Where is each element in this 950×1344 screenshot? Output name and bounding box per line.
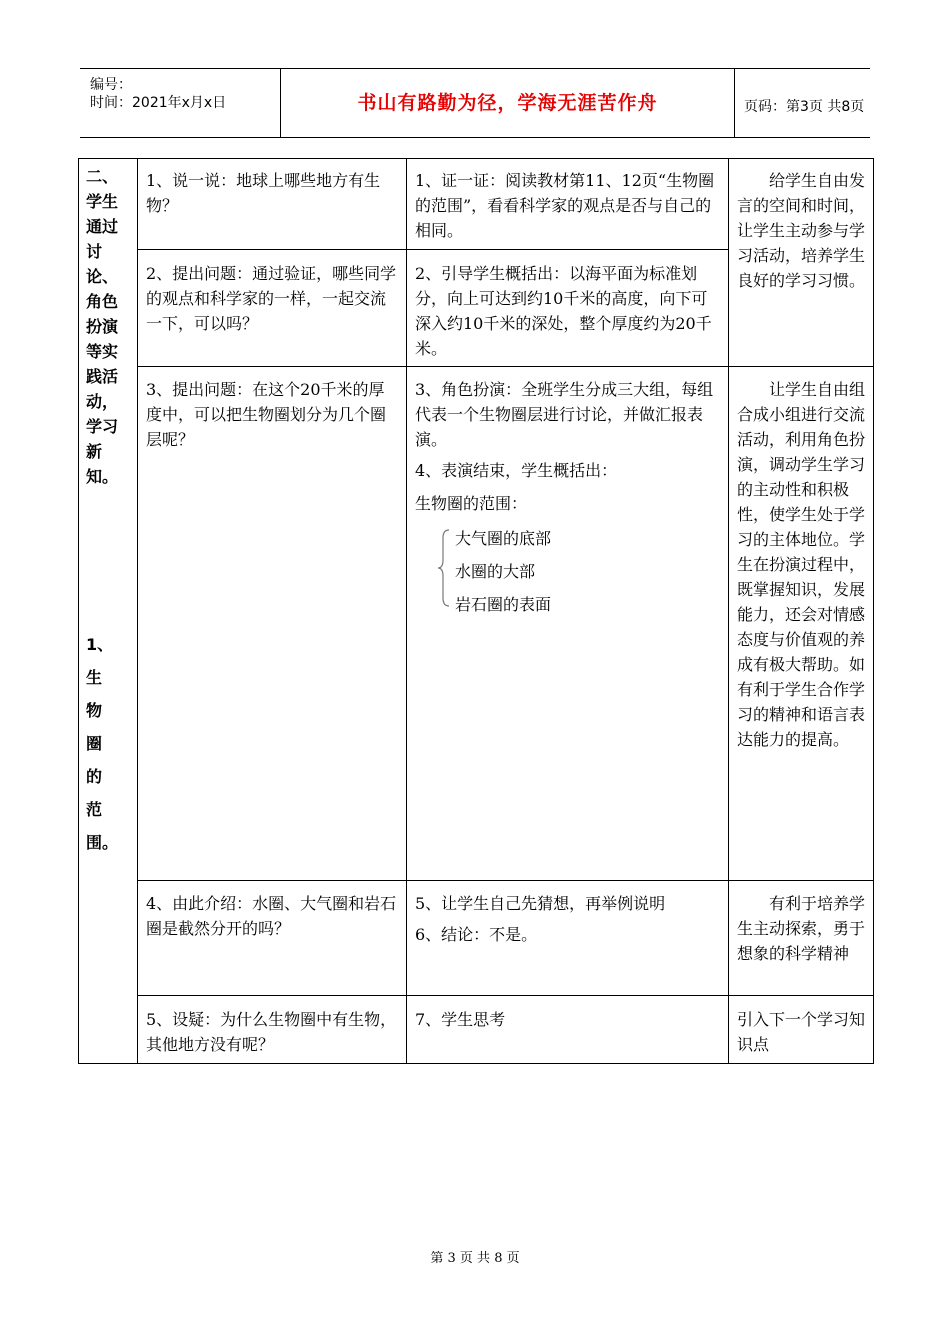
section-title-line: 动， xyxy=(86,392,119,411)
row-divider-3 xyxy=(137,880,874,881)
teacher-activity-3 xyxy=(146,377,398,452)
design-intent-1 xyxy=(737,168,865,293)
lesson-table xyxy=(78,158,874,1064)
teacher-text: 2、提出问题：通过验证，哪些同学的观点和科学家的一样，一起交流一下，可以吗？ xyxy=(146,264,397,333)
section-title-line: 论、 xyxy=(86,267,119,286)
intent-text: 给学生自由发言的空间和时间，让学生主动参与学习活动，培养学生良好的学习习惯。 xyxy=(737,171,866,290)
student-text: 1、证一证：阅读教材第11、12页“生物圈的范围”，看看科学家的观点是否与自己的相同。 xyxy=(415,171,715,240)
teacher-text: 3、提出问题：在这个20千米的厚度中，可以把生物圈划分为几个圈层呢？ xyxy=(146,380,387,449)
section-title-line: 知。 xyxy=(86,467,119,486)
section-title-line: 讨 xyxy=(86,242,103,261)
row-divider-4 xyxy=(137,995,874,996)
teacher-text: 5、设疑：为什么生物圈中有生物，其他地方没有呢？ xyxy=(146,1010,397,1054)
subtitle-char: 围。 xyxy=(86,833,119,852)
page-header xyxy=(80,68,870,138)
subtitle-char: 物 xyxy=(86,701,103,720)
subtitle-char: 范 xyxy=(86,800,103,819)
section-title-line: 新 xyxy=(86,442,103,461)
student-text: 2、引导学生概括出：以海平面为标准划分，向上可达到约10千米的高度，向下可深入约10千米的深处，整个厚度约为20千米。 xyxy=(415,264,712,358)
design-intent-4 xyxy=(737,1007,865,1057)
teacher-activity-4 xyxy=(146,891,398,941)
page-info: 页码：第3页 共8页 xyxy=(744,99,865,115)
page-footer: 第 3 页 共 8 页 xyxy=(430,1251,520,1266)
student-text: 3、角色扮演：全班学生分成三大组，每组代表一个生物圈层进行讨论，并做汇报表演。 xyxy=(415,380,714,449)
teacher-activity-1 xyxy=(146,168,398,218)
motto: 书山有路勤为径，学海无涯苦作舟 xyxy=(357,92,658,114)
header-meta-cell xyxy=(80,69,280,137)
subtitle-char: 生 xyxy=(86,668,103,687)
table-border-bottom xyxy=(78,1063,874,1064)
teacher-activity-2 xyxy=(146,261,398,336)
number-label: 编号： xyxy=(90,77,132,93)
student-text: 5、让学生自己先猜想，再举例说明 xyxy=(415,894,666,913)
student-text: 4、表演结束，学生概括出： xyxy=(415,461,618,480)
subtitle-number: 1、 xyxy=(86,635,114,654)
design-intent-3 xyxy=(737,891,865,966)
subtitle-char: 的 xyxy=(86,767,103,786)
student-activity-3 xyxy=(415,377,720,622)
section-title-line: 践活 xyxy=(86,367,119,386)
scope-item: 水圈的大部 xyxy=(455,562,536,581)
section-title-line: 扮演 xyxy=(86,317,119,336)
student-activity-4 xyxy=(415,891,720,947)
date-label: 时间：2021年x月x日 xyxy=(90,95,227,111)
section-title xyxy=(86,164,130,489)
section-title-line: 学习 xyxy=(86,417,119,436)
section-subtitle xyxy=(86,628,130,859)
teacher-text: 1、说一说：地球上哪些地方有生物？ xyxy=(146,171,381,215)
design-intent-2 xyxy=(737,377,865,752)
header-page-cell xyxy=(734,69,870,137)
student-text: 6、结论：不是。 xyxy=(415,925,538,944)
col-divider-1 xyxy=(137,158,138,1064)
teacher-text: 4、由此介绍：水圈、大气圈和岩石圈是截然分开的吗？ xyxy=(146,894,397,938)
intent-text: 让学生自由组合成小组进行交流活动，利用角色扮演，调动学生学习的主动性和积极性，使学生处于学习的主体地位。学生在扮演过程中，既掌握知识，发展能力，还会对情感态度与价值观的养成有极大帮助。如有利于学生合作学习的精神和语言表达能力的提高。 xyxy=(737,380,866,749)
student-activity-2 xyxy=(415,261,720,361)
header-motto-cell xyxy=(280,69,735,137)
row-divider-2 xyxy=(137,366,874,367)
brace-icon xyxy=(437,528,453,608)
col-divider-2 xyxy=(406,158,407,1064)
section-title-line: 二、 xyxy=(86,167,119,186)
section-title-line: 等实 xyxy=(86,342,119,361)
table-border-top xyxy=(78,158,874,159)
scope-list xyxy=(415,522,720,622)
intent-text: 有利于培养学生主动探索，勇于想象的科学精神 xyxy=(737,894,866,963)
row-divider-1 xyxy=(137,249,729,250)
section-title-line: 通过 xyxy=(86,217,119,236)
student-activity-1 xyxy=(415,168,720,243)
section-title-line: 角色 xyxy=(86,292,119,311)
scope-item: 岩石圈的表面 xyxy=(455,595,552,614)
col-divider-3 xyxy=(728,158,729,1064)
teacher-activity-5 xyxy=(146,1007,398,1057)
student-text: 7、学生思考 xyxy=(415,1010,506,1029)
table-border-right xyxy=(873,158,874,1064)
scope-item: 大气圈的底部 xyxy=(455,529,552,548)
subtitle-char: 圈 xyxy=(86,734,103,753)
intent-text: 引入下一个学习知识点 xyxy=(737,1010,866,1054)
student-activity-5 xyxy=(415,1007,720,1032)
table-border-left xyxy=(78,158,79,1064)
section-title-line: 学生 xyxy=(86,192,119,211)
student-text: 生物圈的范围： xyxy=(415,494,528,513)
